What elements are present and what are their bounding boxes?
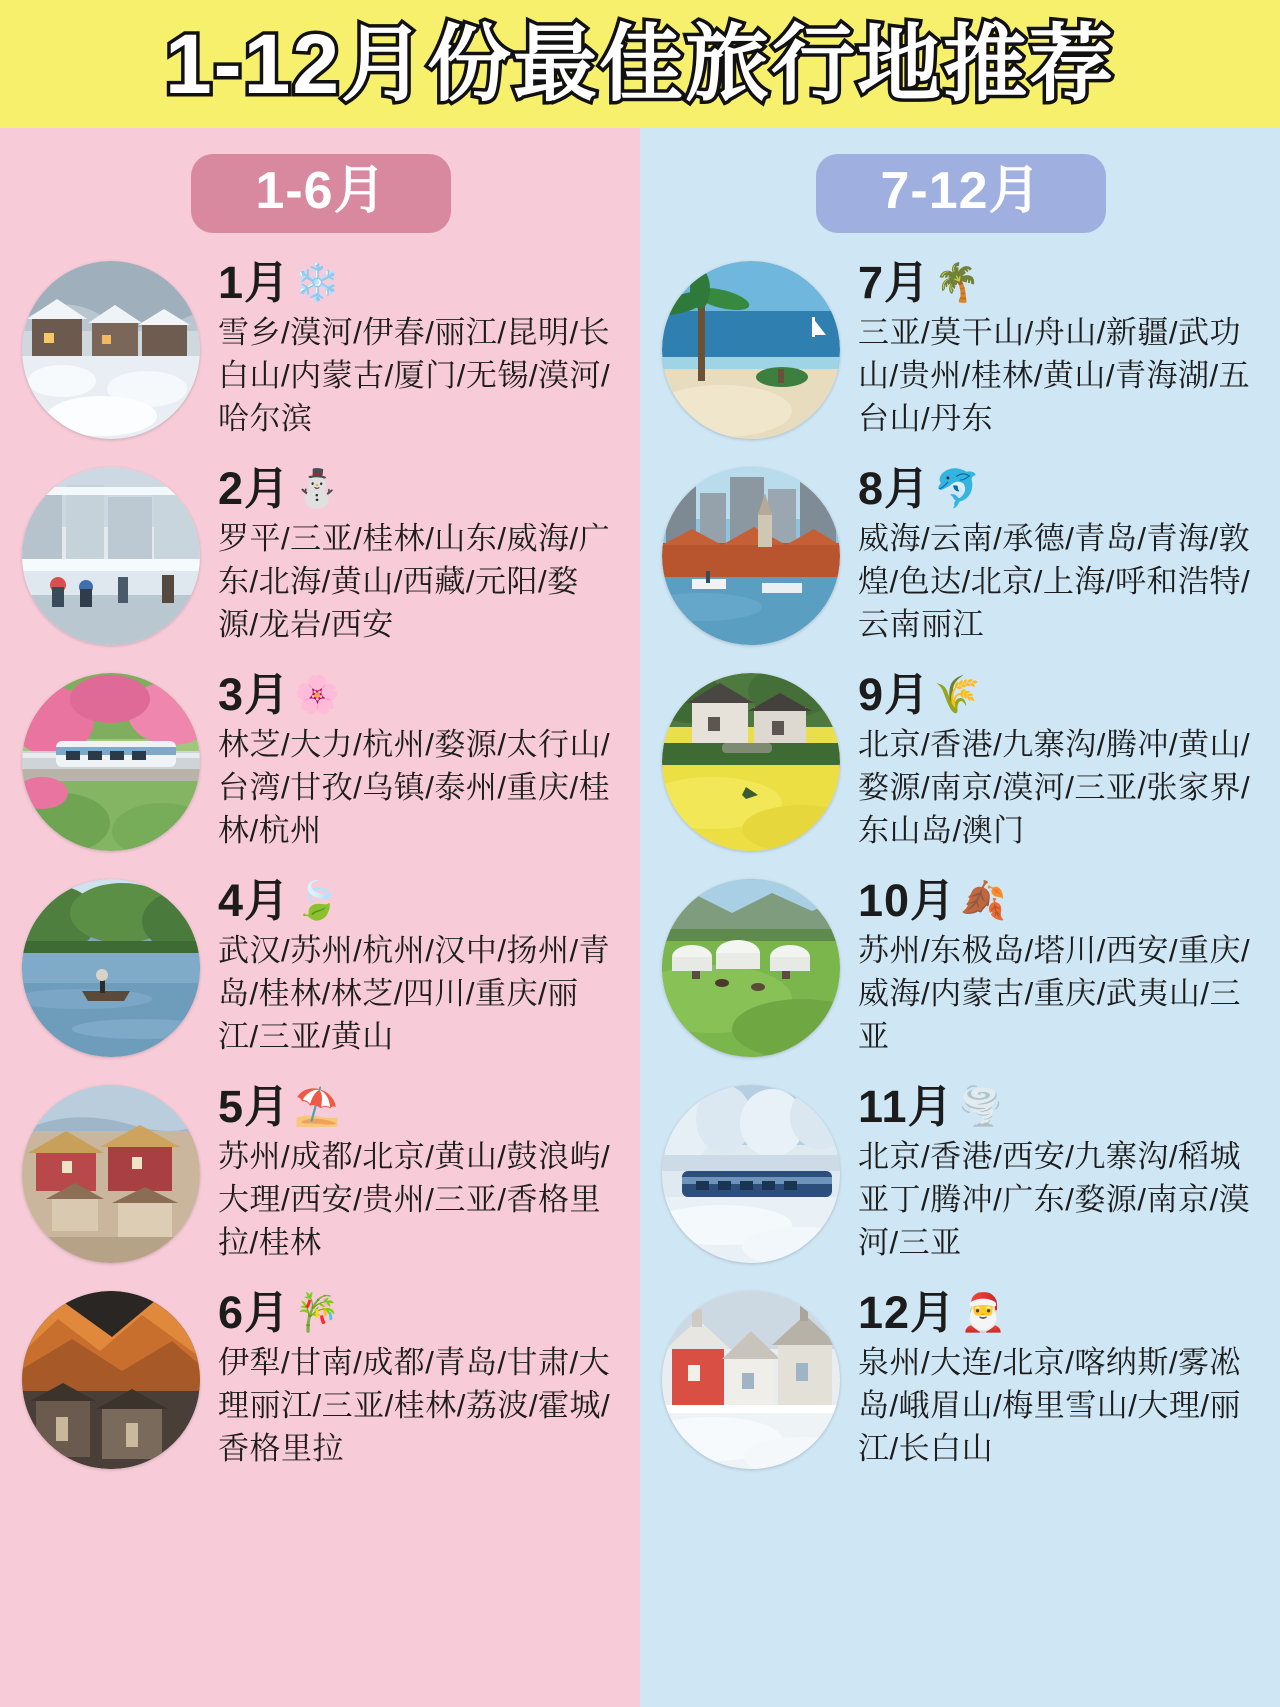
month-heading <box>218 1081 618 1133</box>
places-list: 北京/香港/西安/九寨沟/稻城亚丁/腾冲/广东/婺源/南京/漠河/三亚 <box>858 1139 1251 1260</box>
list-item[interactable] <box>662 667 1260 873</box>
page-title: 1-12月份最佳旅行地推荐 <box>164 17 1116 111</box>
section-badge-7-12: 7-12月 <box>816 154 1105 233</box>
wheat-icon: 🌾 <box>934 673 982 715</box>
month-heading <box>218 1287 618 1339</box>
dolphin-icon: 🐬 <box>934 467 982 509</box>
month-heading <box>858 1287 1253 1339</box>
places-list: 威海/云南/承德/青岛/青海/敦煌/色达/北京/上海/呼和浩特/云南丽江 <box>858 521 1251 642</box>
places-list: 雪乡/漠河/伊春/丽江/昆明/长白山/内蒙古/厦门/无锡/漠河/哈尔滨 <box>218 315 611 436</box>
snow-village-photo <box>22 261 200 439</box>
places-list: 北京/香港/九寨沟/腾冲/黄山/婺源/南京/漠河/三亚/张家界/东山岛/澳门 <box>858 727 1251 848</box>
column-left <box>0 128 640 1707</box>
beach-umbrella-icon: ⛱️ <box>294 1085 342 1127</box>
month-label: 9月 <box>858 668 931 720</box>
column-right <box>640 128 1280 1707</box>
tornado-icon: 🌪️ <box>957 1085 1005 1127</box>
month-heading <box>218 463 618 515</box>
month-heading <box>218 669 618 721</box>
places-list: 苏州/东极岛/塔川/西安/重庆/威海/内蒙古/重庆/武夷山/三亚 <box>858 933 1251 1054</box>
snowflake-icon: ❄️ <box>294 261 342 303</box>
places-list: 林芝/大力/杭州/婺源/太行山/台湾/甘孜/乌镇/泰州/重庆/桂林/杭州 <box>218 727 611 848</box>
list-item[interactable] <box>22 1285 620 1491</box>
month-entry <box>218 667 618 853</box>
leaf-icon: 🍃 <box>294 879 342 921</box>
month-list-left <box>22 255 620 1491</box>
month-heading <box>858 463 1253 515</box>
cherry-blossom-train-photo <box>22 673 200 851</box>
grassland-yurts-photo <box>662 879 840 1057</box>
list-item[interactable] <box>22 667 620 873</box>
palm-tree-icon: 🌴 <box>934 261 982 303</box>
columns-container <box>0 128 1280 1707</box>
month-label: 12月 <box>858 1286 957 1338</box>
places-list: 武汉/苏州/杭州/汉中/扬州/青岛/桂林/林芝/四川/重庆/丽江/三亚/黄山 <box>218 933 611 1054</box>
month-heading <box>218 875 618 927</box>
month-label: 2月 <box>218 462 291 514</box>
snowy-town-photo <box>22 467 200 645</box>
month-label: 7月 <box>858 256 931 308</box>
list-item[interactable] <box>22 873 620 1079</box>
list-item[interactable] <box>662 1079 1260 1285</box>
snowman-icon: ⛄ <box>294 467 342 509</box>
european-style-town-photo <box>662 1291 840 1469</box>
list-item[interactable] <box>662 873 1260 1079</box>
seaside-city-photo <box>662 467 840 645</box>
month-label: 11月 <box>858 1080 954 1132</box>
list-item[interactable] <box>22 461 620 667</box>
month-entry <box>218 873 618 1059</box>
beach-palm-photo <box>662 261 840 439</box>
month-entry <box>858 461 1253 647</box>
month-heading <box>858 669 1253 721</box>
month-heading <box>858 257 1253 309</box>
section-badge-1-6: 1-6月 <box>191 154 450 233</box>
rapeseed-field-village-photo <box>662 673 840 851</box>
month-label: 6月 <box>218 1286 291 1338</box>
month-entry <box>218 255 618 441</box>
list-item[interactable] <box>22 1079 620 1285</box>
month-entry <box>218 1079 618 1265</box>
bamboo-icon: 🎋 <box>294 1291 342 1333</box>
month-label: 1月 <box>218 256 291 308</box>
month-entry <box>218 1285 618 1471</box>
pill-wrap-left <box>22 154 620 233</box>
month-entry <box>858 1285 1253 1471</box>
canyon-sunset-photo <box>22 1291 200 1469</box>
page-header <box>0 0 1280 128</box>
month-heading <box>858 875 1253 927</box>
snow-forest-train-photo <box>662 1085 840 1263</box>
places-list: 苏州/成都/北京/黄山/鼓浪屿/大理/西安/贵州/三亚/香格里拉/桂林 <box>218 1139 611 1260</box>
month-label: 3月 <box>218 668 291 720</box>
list-item[interactable] <box>662 1285 1260 1491</box>
month-heading <box>218 257 618 309</box>
places-list: 伊犁/甘南/成都/青岛/甘肃/大理丽江/三亚/桂林/荔波/霍城/香格里拉 <box>218 1345 611 1466</box>
month-heading <box>858 1081 1253 1133</box>
old-town-temple-photo <box>22 1085 200 1263</box>
month-list-right <box>662 255 1260 1491</box>
santa-icon: 🎅 <box>960 1291 1008 1333</box>
month-label: 10月 <box>858 874 957 926</box>
month-entry <box>858 873 1253 1059</box>
places-list: 三亚/莫干山/舟山/新疆/武功山/贵州/桂林/黄山/青海湖/五台山/丹东 <box>858 315 1251 436</box>
fallen-leaf-icon: 🍂 <box>960 879 1008 921</box>
places-list: 罗平/三亚/桂林/山东/威海/广东/北海/黄山/西藏/元阳/婺源/龙岩/西安 <box>218 521 611 642</box>
pill-wrap-right <box>662 154 1260 233</box>
month-entry <box>858 1079 1253 1265</box>
list-item[interactable] <box>22 255 620 461</box>
lakeside-willow-photo <box>22 879 200 1057</box>
month-entry <box>858 667 1253 853</box>
list-item[interactable] <box>662 461 1260 667</box>
month-label: 4月 <box>218 874 291 926</box>
places-list: 泉州/大连/北京/喀纳斯/雾凇岛/峨眉山/梅里雪山/大理/丽江/长白山 <box>858 1345 1241 1466</box>
month-label: 5月 <box>218 1080 291 1132</box>
month-entry <box>218 461 618 647</box>
month-label: 8月 <box>858 462 931 514</box>
month-entry <box>858 255 1253 441</box>
list-item[interactable] <box>662 255 1260 461</box>
blossom-icon: 🌸 <box>294 673 342 715</box>
